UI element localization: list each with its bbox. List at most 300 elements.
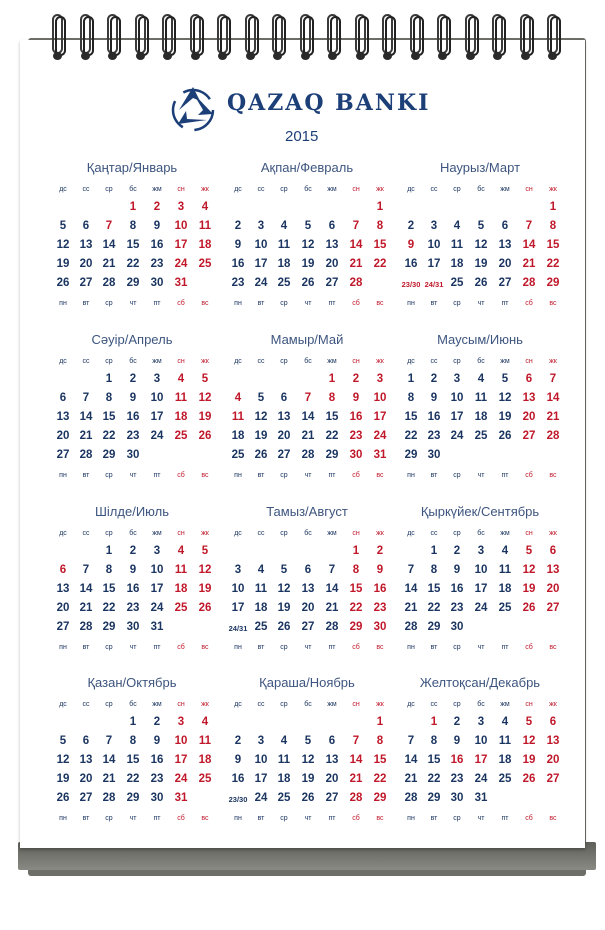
day-cell: 7 [407, 564, 415, 576]
weekday-label: ср [105, 530, 113, 537]
week-row [400, 220, 560, 239]
day-cell: 10 [254, 239, 268, 251]
day-cell: 22 [373, 773, 387, 785]
day-cell: 11 [450, 239, 464, 251]
month-title: Шілде/Июль [95, 504, 169, 519]
spiral-ring [300, 14, 311, 58]
weekday-label: бс [477, 358, 485, 365]
week-row [227, 277, 387, 296]
weekday-label: бс [304, 186, 312, 193]
weekday-header-row [400, 354, 560, 373]
day-cell: 8 [430, 564, 438, 576]
weekday-label: сс [82, 701, 90, 708]
day-cell: 29 [126, 277, 140, 289]
weekday-label: вт [257, 300, 265, 307]
weekday-label: сс [430, 701, 438, 708]
day-cell: 16 [427, 411, 441, 423]
week-row [400, 564, 560, 583]
spiral-ring [520, 14, 531, 58]
day-cell: 31 [174, 277, 188, 289]
spiral-ring [245, 14, 256, 58]
day-cell: 6 [525, 373, 533, 385]
day-cell: 24 [474, 602, 488, 614]
day-cell: 26 [474, 277, 488, 289]
spiral-ring [217, 14, 228, 58]
day-cell: 8 [376, 220, 384, 232]
day-cell: 28 [102, 792, 116, 804]
day-cell: 28 [349, 277, 363, 289]
weekday-label: сн [525, 186, 533, 193]
weekday-label: вс [376, 644, 384, 651]
day-cell: 15 [102, 583, 116, 595]
week-row [400, 258, 560, 277]
day-cell: 27 [325, 792, 339, 804]
weekday-label: сс [257, 701, 265, 708]
weekday-header-row [400, 526, 560, 545]
weekday-label: сн [525, 358, 533, 365]
weekday-label: сн [177, 701, 185, 708]
weekday-label: пт [153, 644, 161, 651]
day-cell: 5 [304, 735, 312, 747]
week-row [400, 621, 560, 640]
day-cell: 19 [56, 773, 70, 785]
day-cell: 8 [105, 392, 113, 404]
weekday-label: жк [201, 530, 209, 537]
week-row [227, 716, 387, 735]
day-cell: 30 [150, 792, 164, 804]
day-cell: 23/30 [401, 280, 421, 289]
day-cell: 16 [150, 239, 164, 251]
month-grid [227, 354, 387, 487]
week-row [400, 792, 560, 811]
weekday-label: дс [407, 358, 415, 365]
day-cell: 27 [546, 602, 560, 614]
spiral-ring [465, 14, 476, 58]
week-row [52, 411, 212, 430]
day-cell: 23 [349, 430, 363, 442]
day-cell: 10 [150, 564, 164, 576]
day-cell: 18 [198, 754, 212, 766]
day-cell: 14 [102, 754, 116, 766]
day-cell: 11 [498, 735, 512, 747]
weekday-label: вт [82, 815, 90, 822]
day-cell: 12 [301, 239, 315, 251]
day-cell: 18 [174, 411, 188, 423]
day-cell: 25 [498, 773, 512, 785]
day-cell: 2 [129, 545, 137, 557]
weekday-footer-row [400, 296, 560, 315]
day-cell: 23 [427, 430, 441, 442]
day-cell: 5 [525, 545, 533, 557]
weekday-footer-row [52, 811, 212, 830]
day-cell: 27 [301, 621, 315, 633]
month-block [400, 504, 560, 664]
day-cell: 27 [79, 277, 93, 289]
weekday-label: сс [82, 186, 90, 193]
day-cell: 2 [234, 220, 242, 232]
week-row [400, 754, 560, 773]
day-cell: 17 [427, 258, 441, 270]
week-row [52, 201, 212, 220]
weekday-label: сс [82, 358, 90, 365]
calendar-year: 2015 [285, 128, 319, 145]
day-cell: 27 [498, 277, 512, 289]
day-cell: 11 [277, 239, 291, 251]
week-row [227, 621, 387, 640]
weekday-label: сс [257, 530, 265, 537]
day-cell: 22 [126, 258, 140, 270]
day-cell: 7 [105, 735, 113, 747]
month-title: Желтоқсан/Декабрь [419, 675, 541, 690]
weekday-header-row [227, 354, 387, 373]
day-cell: 9 [153, 220, 161, 232]
month-title: Тамыз/Август [266, 504, 348, 519]
day-cell: 28 [404, 792, 418, 804]
day-cell: 4 [501, 545, 509, 557]
weekday-label: жк [201, 186, 209, 193]
day-cell: 7 [82, 564, 90, 576]
weekday-label: ср [105, 701, 113, 708]
day-cell: 2 [234, 735, 242, 747]
day-cell: 21 [79, 430, 93, 442]
day-cell: 29 [126, 792, 140, 804]
day-cell: 21 [404, 773, 418, 785]
day-cell: 4 [177, 545, 185, 557]
day-cell: 20 [79, 773, 93, 785]
day-cell: 24 [150, 602, 164, 614]
day-cell: 3 [430, 220, 438, 232]
spiral-ring [107, 14, 118, 58]
weekday-label: сб [177, 300, 185, 307]
weekday-label: чт [477, 300, 485, 307]
weekday-label: ср [280, 530, 288, 537]
day-cell: 25 [277, 277, 291, 289]
week-row [227, 258, 387, 277]
day-cell: 16 [126, 411, 140, 423]
weekday-label: пн [59, 815, 67, 822]
day-cell: 1 [549, 201, 557, 213]
weekday-label: сс [430, 530, 438, 537]
day-cell: 22 [102, 602, 116, 614]
day-cell: 15 [102, 411, 116, 423]
weekday-label: сн [352, 530, 360, 537]
spiral-ring [272, 14, 283, 58]
day-cell: 9 [352, 392, 360, 404]
day-cell: 2 [407, 220, 415, 232]
day-cell: 19 [198, 583, 212, 595]
day-cell: 23 [150, 258, 164, 270]
day-cell: 16 [404, 258, 418, 270]
weekday-label: пт [153, 815, 161, 822]
day-cell: 24 [150, 430, 164, 442]
day-cell: 27 [56, 449, 70, 461]
day-cell: 17 [450, 411, 464, 423]
day-cell: 17 [254, 258, 268, 270]
day-cell: 26 [277, 621, 291, 633]
day-cell: 3 [257, 735, 265, 747]
day-cell: 14 [349, 239, 363, 251]
weekday-label: чт [304, 300, 312, 307]
day-cell: 14 [404, 754, 418, 766]
day-cell: 26 [498, 430, 512, 442]
weekday-label: пн [234, 472, 242, 479]
month-block [52, 332, 212, 492]
day-cell: 24 [373, 430, 387, 442]
day-cell: 25 [174, 430, 188, 442]
day-cell: 19 [474, 258, 488, 270]
day-cell: 18 [198, 239, 212, 251]
weekday-label: сб [352, 472, 360, 479]
weekday-label: дс [59, 186, 67, 193]
day-cell: 14 [325, 583, 339, 595]
day-cell: 6 [549, 545, 557, 557]
day-cell: 12 [56, 754, 70, 766]
day-cell: 7 [407, 735, 415, 747]
weekday-footer-row [400, 468, 560, 487]
weekday-label: бс [304, 701, 312, 708]
day-cell: 1 [407, 373, 415, 385]
day-cell: 1 [376, 716, 384, 728]
weekday-label: жм [152, 358, 162, 365]
day-cell: 19 [301, 773, 315, 785]
weekday-label: вс [201, 815, 209, 822]
weekday-label: чт [477, 472, 485, 479]
day-cell: 20 [325, 773, 339, 785]
day-cell: 27 [56, 621, 70, 633]
weekday-label: сс [257, 358, 265, 365]
week-row [400, 277, 560, 296]
weekday-label: пт [328, 300, 336, 307]
day-cell: 5 [477, 220, 485, 232]
weekday-label: ср [280, 815, 288, 822]
day-cell: 5 [501, 373, 509, 385]
weekday-label: бс [304, 358, 312, 365]
weekday-label: сб [177, 644, 185, 651]
day-cell: 27 [325, 277, 339, 289]
day-cell: 18 [231, 430, 245, 442]
weekday-label: жк [549, 358, 557, 365]
day-cell: 30 [373, 621, 387, 633]
day-cell: 22 [349, 602, 363, 614]
day-cell: 29 [102, 621, 116, 633]
day-cell: 4 [453, 220, 461, 232]
week-row [400, 239, 560, 258]
weekday-label: жм [152, 701, 162, 708]
day-cell: 11 [474, 392, 488, 404]
day-cell: 26 [198, 430, 212, 442]
weekday-label: сб [352, 644, 360, 651]
weekday-label: жк [549, 186, 557, 193]
day-cell: 4 [201, 201, 209, 213]
month-block [400, 160, 560, 320]
weekday-label: сс [82, 530, 90, 537]
weekday-label: бс [129, 701, 137, 708]
week-row [227, 392, 387, 411]
weekday-label: дс [234, 530, 242, 537]
day-cell: 19 [56, 258, 70, 270]
day-cell: 23 [373, 602, 387, 614]
day-cell: 24 [450, 430, 464, 442]
weekday-label: пн [407, 815, 415, 822]
day-cell: 29 [325, 449, 339, 461]
day-cell: 12 [498, 392, 512, 404]
day-cell: 26 [198, 602, 212, 614]
day-cell: 10 [474, 564, 488, 576]
week-row [400, 373, 560, 392]
day-cell: 3 [153, 373, 161, 385]
day-cell: 8 [129, 735, 137, 747]
day-cell: 16 [126, 583, 140, 595]
day-cell: 9 [129, 564, 137, 576]
day-cell: 24 [474, 773, 488, 785]
day-cell: 11 [498, 564, 512, 576]
weekday-label: ср [105, 472, 113, 479]
day-cell: 10 [150, 392, 164, 404]
weekday-label: пт [153, 472, 161, 479]
weekday-label: ср [453, 300, 461, 307]
weekday-label: чт [129, 815, 137, 822]
day-cell: 2 [376, 545, 384, 557]
weekday-label: пн [59, 300, 67, 307]
day-cell: 28 [522, 277, 536, 289]
weekday-footer-row [52, 468, 212, 487]
day-cell: 30 [450, 621, 464, 633]
day-cell: 23 [150, 773, 164, 785]
weekday-label: вс [376, 472, 384, 479]
day-cell: 1 [430, 716, 438, 728]
day-cell: 18 [498, 583, 512, 595]
day-cell: 31 [174, 792, 188, 804]
week-row [400, 602, 560, 621]
day-cell: 21 [102, 773, 116, 785]
day-cell: 22 [325, 430, 339, 442]
day-cell: 12 [198, 392, 212, 404]
day-cell: 9 [453, 735, 461, 747]
day-cell: 16 [231, 258, 245, 270]
day-cell: 3 [453, 373, 461, 385]
weekday-label: вт [430, 644, 438, 651]
weekday-label: дс [407, 530, 415, 537]
day-cell: 16 [450, 754, 464, 766]
weekday-header-row [400, 182, 560, 201]
day-cell: 16 [373, 583, 387, 595]
day-cell: 14 [301, 411, 315, 423]
day-cell: 21 [404, 602, 418, 614]
spiral-binding [0, 0, 605, 70]
weekday-label: вт [430, 472, 438, 479]
month-title: Ақпан/Февраль [260, 160, 354, 175]
day-cell: 31 [373, 449, 387, 461]
weekday-label: жм [327, 530, 337, 537]
weekday-label: вт [257, 815, 265, 822]
weekday-label: вс [376, 300, 384, 307]
week-row [52, 602, 212, 621]
day-cell: 19 [498, 411, 512, 423]
day-cell: 8 [407, 392, 415, 404]
day-cell: 24 [254, 792, 268, 804]
weekday-label: ср [453, 186, 461, 193]
weekday-label: вт [82, 472, 90, 479]
day-cell: 20 [498, 258, 512, 270]
day-cell: 22 [427, 602, 441, 614]
weekday-label: ср [280, 472, 288, 479]
week-row [52, 258, 212, 277]
weekday-label: пн [407, 300, 415, 307]
month-block [227, 160, 387, 320]
day-cell: 7 [328, 564, 336, 576]
day-cell: 8 [105, 564, 113, 576]
weekday-label: ср [453, 472, 461, 479]
weekday-label: сс [257, 186, 265, 193]
week-row [227, 773, 387, 792]
weekday-label: жм [327, 358, 337, 365]
day-cell: 17 [174, 754, 188, 766]
month-title: Қыркүйек/Сентябрь [420, 504, 540, 519]
day-cell: 14 [546, 392, 560, 404]
day-cell: 20 [56, 602, 70, 614]
day-cell: 13 [277, 411, 291, 423]
weekday-label: жк [376, 186, 384, 193]
day-cell: 6 [304, 564, 312, 576]
month-title: Қаңтар/Январь [86, 160, 178, 175]
week-row [400, 583, 560, 602]
day-cell: 17 [150, 411, 164, 423]
day-cell: 8 [129, 220, 137, 232]
day-cell: 8 [549, 220, 557, 232]
day-cell: 2 [153, 716, 161, 728]
weekday-label: сн [177, 530, 185, 537]
day-cell: 20 [301, 602, 315, 614]
week-row [227, 239, 387, 258]
weekday-label: жк [376, 701, 384, 708]
spiral-ring [547, 14, 558, 58]
day-cell: 23 [450, 773, 464, 785]
weekday-label: пт [501, 644, 509, 651]
day-cell: 18 [254, 602, 268, 614]
day-cell: 12 [301, 754, 315, 766]
day-cell: 24/31 [228, 624, 248, 633]
spiral-ring [355, 14, 366, 58]
weekday-label: чт [129, 644, 137, 651]
week-row [52, 792, 212, 811]
day-cell: 3 [477, 716, 485, 728]
day-cell: 5 [304, 220, 312, 232]
day-cell: 20 [79, 258, 93, 270]
day-cell: 15 [126, 239, 140, 251]
day-cell: 25 [198, 258, 212, 270]
day-cell: 14 [79, 583, 93, 595]
day-cell: 28 [79, 449, 93, 461]
day-cell: 13 [301, 583, 315, 595]
day-cell: 26 [522, 602, 536, 614]
day-cell: 13 [79, 754, 93, 766]
weekday-label: ср [105, 358, 113, 365]
day-cell: 5 [257, 392, 265, 404]
day-cell: 4 [477, 373, 485, 385]
day-cell: 2 [453, 716, 461, 728]
day-cell: 29 [427, 792, 441, 804]
day-cell: 4 [201, 716, 209, 728]
day-cell: 21 [349, 258, 363, 270]
day-cell: 25 [174, 602, 188, 614]
day-cell: 13 [325, 754, 339, 766]
day-cell: 19 [301, 258, 315, 270]
weekday-label: ср [105, 644, 113, 651]
weekday-label: ср [280, 300, 288, 307]
month-grid [400, 182, 560, 315]
month-grid [52, 354, 212, 487]
week-row [400, 201, 560, 220]
